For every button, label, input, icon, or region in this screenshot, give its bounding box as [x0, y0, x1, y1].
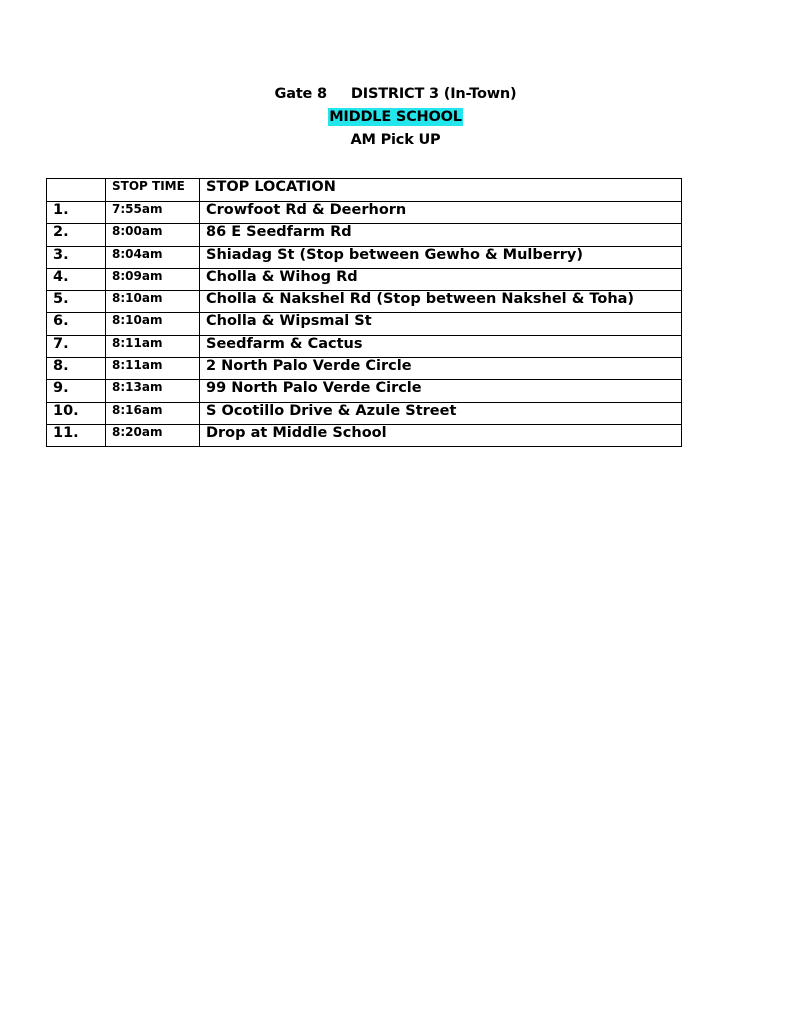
stop-number: 4. — [47, 268, 106, 290]
stop-time: 8:09am — [106, 268, 200, 290]
school-label: MIDDLE SCHOOL — [329, 109, 462, 125]
stop-time: 8:00am — [106, 224, 200, 246]
stop-location: Crowfoot Rd & Deerhorn — [200, 202, 682, 224]
stop-number: 5. — [47, 291, 106, 313]
stop-location: 99 North Palo Verde Circle — [200, 380, 682, 402]
stop-time: 8:11am — [106, 335, 200, 357]
table-row — [47, 424, 682, 446]
stop-time: 8:16am — [106, 402, 200, 424]
table-row — [47, 380, 682, 402]
stop-number: 10. — [47, 402, 106, 424]
table-header-row — [47, 179, 682, 202]
column-header-number — [47, 179, 106, 202]
stop-time: 8:13am — [106, 380, 200, 402]
stop-location: Drop at Middle School — [200, 424, 682, 446]
stop-location: Cholla & Wipsmal St — [200, 313, 682, 335]
stop-number: 6. — [47, 313, 106, 335]
stop-time: 7:55am — [106, 202, 200, 224]
stop-number: 11. — [47, 424, 106, 446]
table-row — [47, 224, 682, 246]
stop-time: 8:10am — [106, 291, 200, 313]
table-row — [47, 246, 682, 268]
stop-location: Shiadag St (Stop between Gewho & Mulberry) — [200, 246, 682, 268]
stop-number: 3. — [47, 246, 106, 268]
stop-time: 8:04am — [106, 246, 200, 268]
district-label: DISTRICT 3 (In-Town) — [350, 86, 517, 102]
session-label: AM Pick UP — [350, 132, 441, 148]
stop-number: 1. — [47, 202, 106, 224]
stop-schedule-table — [46, 178, 682, 447]
stop-location: Seedfarm & Cactus — [200, 335, 682, 357]
stop-location: Cholla & Wihog Rd — [200, 268, 682, 290]
header-school-line — [0, 109, 791, 125]
table-row — [47, 335, 682, 357]
header-title-line — [0, 86, 791, 102]
stop-time: 8:20am — [106, 424, 200, 446]
gate-label: Gate 8 — [274, 86, 327, 102]
stop-location: 2 North Palo Verde Circle — [200, 358, 682, 380]
table-row — [47, 402, 682, 424]
stop-time: 8:11am — [106, 358, 200, 380]
table-row — [47, 291, 682, 313]
stop-location: S Ocotillo Drive & Azule Street — [200, 402, 682, 424]
column-header-stop-location: STOP LOCATION — [200, 179, 682, 202]
table-row — [47, 268, 682, 290]
table-row — [47, 358, 682, 380]
table-row — [47, 202, 682, 224]
stop-time: 8:10am — [106, 313, 200, 335]
header-session-line — [0, 132, 791, 148]
stop-location: 86 E Seedfarm Rd — [200, 224, 682, 246]
stop-number: 8. — [47, 358, 106, 380]
column-header-stop-time: STOP TIME — [106, 179, 200, 202]
stop-number: 2. — [47, 224, 106, 246]
stop-location: Cholla & Nakshel Rd (Stop between Nakshel & Toha) — [200, 291, 682, 313]
stop-schedule-body — [47, 179, 682, 447]
stop-number: 9. — [47, 380, 106, 402]
stop-number: 7. — [47, 335, 106, 357]
table-row — [47, 313, 682, 335]
